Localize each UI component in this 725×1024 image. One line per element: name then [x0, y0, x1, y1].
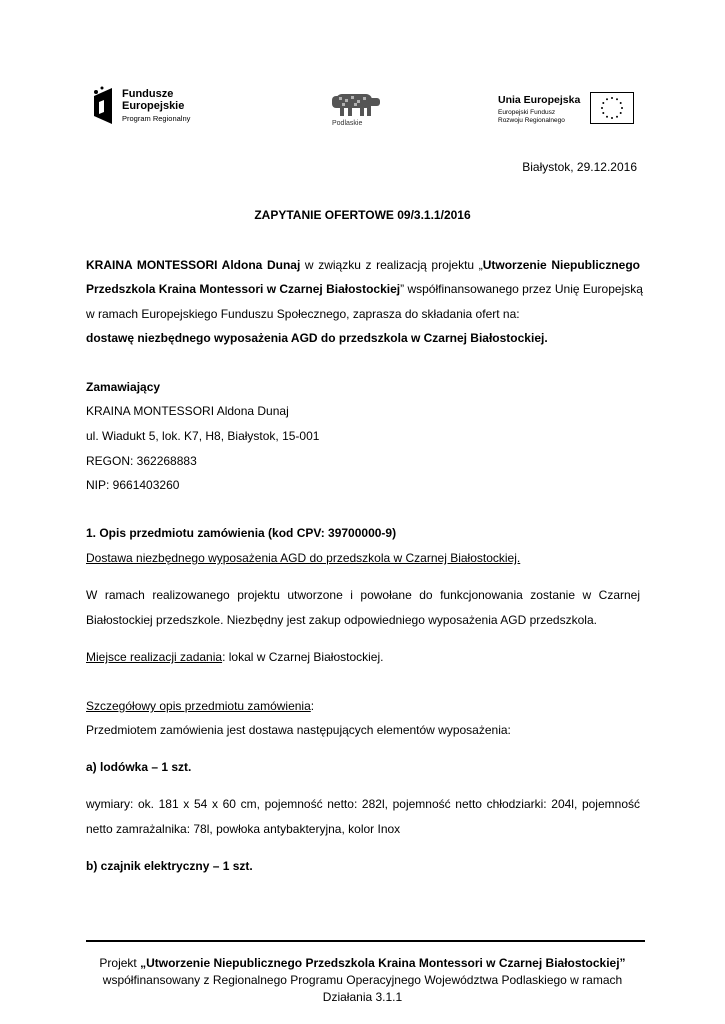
- intro-line-1: KRAINA MONTESSORI Aldona Dunaj w związku z realizacją projektu „Utworzenie Niepublicznego: [86, 258, 640, 272]
- footer-line-2: współfinansowany z Regionalnego Programu Operacyjnego Województwa Podlaskiego w ramach: [102, 973, 623, 987]
- item-a-spec-line-2: netto zamrażalnika: 78l, powłoka antybakteryjna, kolor Inox: [86, 822, 401, 836]
- footer-divider: [86, 940, 645, 942]
- intro-line-3: w ramach Europejskiego Funduszu Społecznego, zaprasza do składania ofert na:: [86, 307, 520, 321]
- zamawiajacy-regon: REGON: 362268883: [86, 454, 197, 468]
- intro-line-4: dostawę niezbędnego wyposażenia AGD do przedszkola w Czarnej Białostockiej.: [86, 331, 548, 345]
- fundusze-europejskie-logo: [90, 84, 210, 130]
- document-title: ZAPYTANIE OFERTOWE 09/3.1.1/2016: [254, 208, 471, 222]
- bison-icon: [330, 88, 382, 118]
- footer-line-3: Działania 3.1.1: [322, 990, 403, 1004]
- przedmiotem-zamowienia: Przedmiotem zamówienia jest dostawa następujących elementów wyposażenia:: [86, 723, 511, 737]
- fundusze-europejskie-mark-icon: [90, 86, 116, 126]
- zamawiajacy-address: ul. Wiadukt 5, lok. K7, H8, Białystok, 15-001: [86, 429, 320, 443]
- fe-logo-line3: Program Regionalny: [122, 114, 191, 123]
- ue-logo-line1: Unia Europejska: [498, 94, 581, 106]
- fe-logo-line1: Fundusze: [122, 88, 174, 100]
- item-a-heading: a) lodówka – 1 szt.: [86, 760, 192, 774]
- podlaskie-logo: [328, 88, 384, 136]
- zamawiajacy-heading: Zamawiający: [86, 380, 161, 394]
- ue-logo-line3: Rozwoju Regionalnego: [498, 117, 565, 124]
- footer-line-1: Projekt „Utworzenie Niepublicznego Przedszkola Kraina Montessori w Czarnej Białostockiej”: [99, 956, 626, 970]
- unia-europejska-logo: [498, 92, 638, 128]
- section1-paragraph-line-1: W ramach realizowanego projektu utworzone i powołane do funkcjonowania zostanie w Czarnej: [86, 588, 640, 602]
- szczegolowy-opis-label: Szczegółowy opis przedmiotu zamówienia:: [86, 699, 315, 713]
- ue-logo-line2: Europejski Fundusz: [498, 109, 556, 116]
- project-name-part2: Przedszkola Kraina Montessori w Czarnej Białostockiej: [86, 282, 401, 296]
- section1-subtitle: Dostawa niezbędnego wyposażenia AGD do przedszkola w Czarnej Białostockiej.: [86, 551, 521, 565]
- item-b-heading: b) czajnik elektryczny – 1 szt.: [86, 859, 253, 873]
- miejsce-realizacji: Miejsce realizacji zadania: lokal w Czarnej Białostockiej.: [86, 650, 384, 664]
- zamawiajacy-name: KRAINA MONTESSORI Aldona Dunaj: [86, 404, 289, 418]
- place-date: Białystok, 29.12.2016: [522, 160, 637, 174]
- eu-flag-icon: [590, 92, 634, 124]
- section1-heading: 1. Opis przedmiotu zamówienia (kod CPV: 39700000-9): [86, 526, 397, 540]
- intro-line-2: Przedszkola Kraina Montessori w Czarnej Białostockiej” współfinansowanego przez Unię Europejską: [86, 282, 643, 296]
- project-name-part1: Utworzenie Niepublicznego: [482, 258, 640, 272]
- zamawiajacy-nip: NIP: 9661403260: [86, 478, 180, 492]
- item-a-spec-line-1: wymiary: ok. 181 x 54 x 60 cm, pojemność netto: 282l, pojemność netto chłodziarki: 204l, pojemność: [86, 797, 640, 811]
- section1-paragraph-line-2: Białostockiej przedszkole. Niezbędny jest zakup odpowiedniego wyposażenia AGD przedszkola.: [86, 613, 597, 627]
- podlaskie-label: Podlaskie: [332, 120, 363, 127]
- fe-logo-line2: Europejskie: [122, 100, 185, 112]
- company-name: KRAINA MONTESSORI Aldona Dunaj: [86, 258, 301, 272]
